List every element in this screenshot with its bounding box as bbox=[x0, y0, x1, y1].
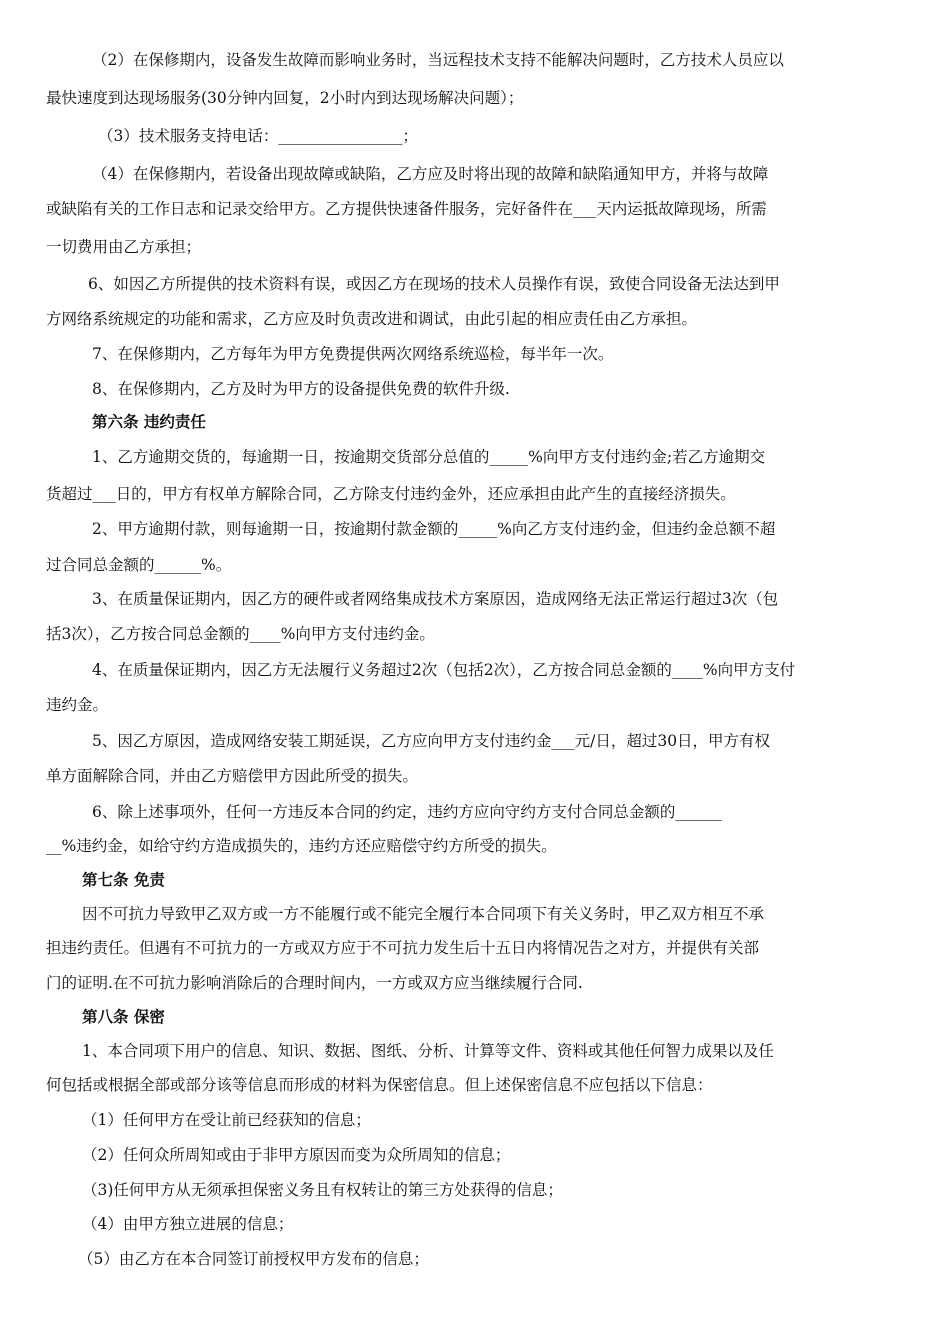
text-line: （4）由甲方独立进展的信息； bbox=[82, 1215, 294, 1233]
text-line: 担违约责任。但遇有不可抗力的一方或双方应于不可抗力发生后十五日内将情况告之对方，并提供有关部 bbox=[46, 939, 760, 957]
text-line: 方网络系统规定的功能和需求，乙方应及时负责改进和调试，由此引起的相应责任由乙方承担。 bbox=[46, 310, 698, 328]
text-line: 过合同总金额的______%。 bbox=[46, 556, 232, 574]
text-line: （1）任何甲方在受让前已经获知的信息； bbox=[82, 1111, 371, 1129]
section-heading-article-6: 第六条 违约责任 bbox=[92, 413, 206, 431]
text-line: 6、如因乙方所提供的技术资料有误，或因乙方在现场的技术人员操作有误，致使合同设备无法达到甲 bbox=[88, 275, 780, 293]
text-line: （3）技术服务支持电话：________________； bbox=[98, 127, 418, 145]
text-line: 6、除上述事项外，任何一方违反本合同的约定，违约方应向守约方支付合同总金额的______ bbox=[92, 803, 722, 821]
text-line: 3、在质量保证期内，因乙方的硬件或者网络集成技术方案原因，造成网络无法正常运行超过3次（包 bbox=[92, 590, 779, 608]
text-line: 7、在保修期内，乙方每年为甲方免费提供两次网络系统巡检，每半年一次。 bbox=[92, 345, 614, 363]
text-line: （2）在保修期内，设备发生故障而影响业务时，当远程技术支持不能解决问题时，乙方技术人员应以 bbox=[92, 51, 784, 69]
text-line: 因不可抗力导致甲乙双方或一方不能履行或不能完全履行本合同项下有关义务时，甲乙双方相互不承 bbox=[82, 905, 765, 923]
text-line: （3)任何甲方从无须承担保密义务且有权转让的第三方处获得的信息； bbox=[82, 1181, 563, 1199]
text-line: （5）由乙方在本合同签订前授权甲方发布的信息； bbox=[78, 1250, 429, 1268]
text-line: 5、因乙方原因，造成网络安装工期延误，乙方应向甲方支付违约金___元/日，超过30日，甲方有权 bbox=[92, 732, 771, 750]
text-line: 门的证明.在不可抗力影响消除后的合理时间内，一方或双方应当继续履行合同. bbox=[46, 974, 583, 992]
text-line: __%违约金，如给守约方造成损失的，违约方还应赔偿守约方所受的损失。 bbox=[46, 837, 557, 855]
text-line: 8、在保修期内，乙方及时为甲方的设备提供免费的软件升级. bbox=[92, 380, 510, 398]
text-line: 2、甲方逾期付款，则每逾期一日，按逾期付款金额的_____%向乙方支付违约金，但违约金总额不超 bbox=[92, 520, 776, 538]
text-line: 一切费用由乙方承担； bbox=[46, 238, 202, 256]
text-line: 1、乙方逾期交货的，每逾期一日，按逾期交货部分总值的_____%向甲方支付违约金;若乙方逾期交 bbox=[92, 448, 766, 466]
text-line: 何包括或根据全部或部分该等信息而形成的材料为保密信息。但上述保密信息不应包括以下信息： bbox=[46, 1076, 713, 1094]
section-heading-article-8: 第八条 保密 bbox=[82, 1008, 165, 1026]
text-line: 1、本合同项下用户的信息、知识、数据、图纸、分析、计算等文件、资料或其他任何智力成果以及任 bbox=[82, 1042, 774, 1060]
text-line: 括3次），乙方按合同总金额的____%向甲方支付违约金。 bbox=[46, 625, 435, 643]
text-line: 最快速度到达现场服务(30分钟内回复，2小时内到达现场解决问题）； bbox=[46, 89, 524, 107]
section-heading-article-7: 第七条 免责 bbox=[82, 871, 165, 889]
text-line: （2）任何众所周知或由于非甲方原因而变为众所周知的信息； bbox=[82, 1146, 511, 1164]
text-line: 或缺陷有关的工作日志和记录交给甲方。乙方提供快速备件服务，完好备件在___天内运抵故障现场，所需 bbox=[46, 200, 767, 218]
text-line: 4、在质量保证期内，因乙方无法履行义务超过2次（包括2次），乙方按合同总金额的____%向甲方支付 bbox=[92, 661, 796, 679]
text-line: 货超过___日的，甲方有权单方解除合同，乙方除支付违约金外，还应承担由此产生的直接经济损失。 bbox=[46, 485, 736, 503]
text-line: 违约金。 bbox=[46, 696, 109, 714]
text-line: 单方面解除合同，并由乙方赔偿甲方因此所受的损失。 bbox=[46, 767, 419, 785]
text-line: （4）在保修期内，若设备出现故障或缺陷，乙方应及时将出现的故障和缺陷通知甲方，并将与故障 bbox=[92, 165, 769, 183]
